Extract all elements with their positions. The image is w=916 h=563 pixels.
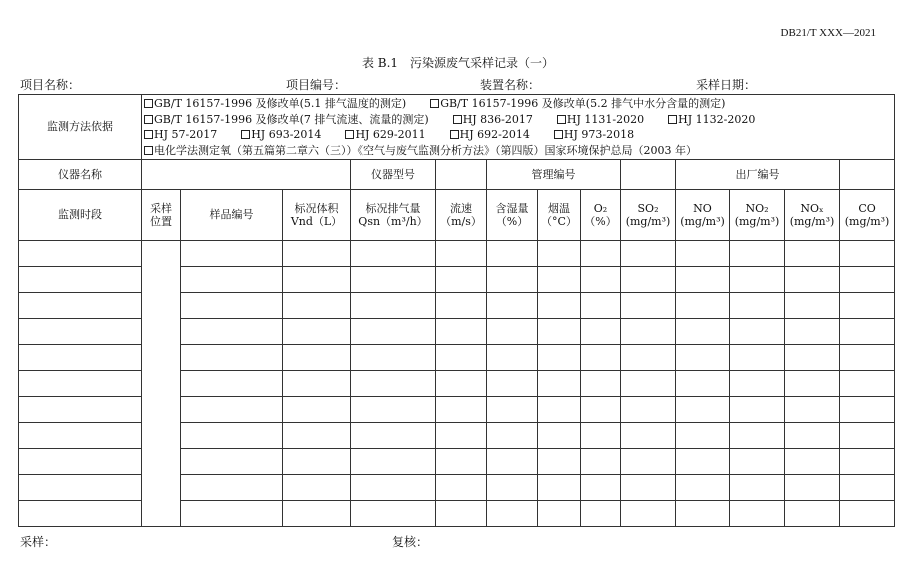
methods-options — [142, 95, 895, 160]
table-cell[interactable] — [676, 319, 730, 345]
table-cell[interactable] — [283, 449, 351, 475]
table-cell[interactable] — [487, 397, 538, 423]
table-cell[interactable] — [351, 423, 436, 449]
table-cell[interactable] — [351, 319, 436, 345]
table-cell[interactable] — [19, 423, 142, 449]
table-cell[interactable] — [621, 319, 676, 345]
table-cell[interactable] — [181, 397, 283, 423]
table-cell[interactable] — [581, 371, 621, 397]
table-cell[interactable] — [538, 475, 581, 501]
table-cell[interactable] — [621, 475, 676, 501]
table-cell[interactable] — [181, 319, 283, 345]
table-cell[interactable] — [351, 501, 436, 527]
table-cell[interactable] — [436, 319, 487, 345]
table-cell[interactable] — [581, 319, 621, 345]
table-cell[interactable] — [840, 475, 895, 501]
table-cell[interactable] — [538, 397, 581, 423]
methods-label: 监测方法依据 — [19, 95, 142, 160]
table-cell[interactable] — [181, 501, 283, 527]
table-cell[interactable] — [840, 319, 895, 345]
table-cell[interactable] — [621, 371, 676, 397]
factory-number-value[interactable] — [840, 160, 895, 190]
table-cell[interactable] — [181, 475, 283, 501]
table-cell[interactable] — [538, 501, 581, 527]
table-cell[interactable] — [581, 475, 621, 501]
table-cell[interactable] — [19, 319, 142, 345]
table-cell[interactable] — [676, 241, 730, 267]
method-option[interactable] — [557, 112, 644, 128]
method-option[interactable] — [453, 112, 533, 128]
table-cell[interactable] — [436, 475, 487, 501]
table-cell[interactable] — [730, 371, 785, 397]
method-option-label: HJ 57-2017 — [154, 128, 218, 141]
method-option-label: GB/T 16157-1996 及修改单(5.2 排气中水分含量的测定) — [440, 97, 726, 110]
checkbox[interactable] — [430, 99, 439, 108]
method-option[interactable] — [554, 127, 634, 143]
table-cell[interactable] — [676, 501, 730, 527]
checkbox[interactable] — [144, 130, 153, 139]
table-cell[interactable] — [487, 319, 538, 345]
col-o2: O₂ （%） — [581, 190, 621, 241]
table-cell[interactable] — [19, 293, 142, 319]
table-cell[interactable] — [181, 345, 283, 371]
table-cell[interactable] — [538, 423, 581, 449]
table-cell[interactable] — [581, 397, 621, 423]
project-name-label: 项目名称： — [20, 78, 81, 92]
table-cell[interactable] — [785, 319, 840, 345]
table-cell[interactable] — [621, 423, 676, 449]
table-title: 表 B.1 污染源废气采样记录（一） — [361, 56, 555, 70]
checkbox[interactable] — [144, 99, 153, 108]
checkbox[interactable] — [557, 115, 566, 124]
table-cell[interactable] — [538, 319, 581, 345]
method-option[interactable] — [430, 96, 725, 112]
col-sampling-position: 采样 位置 — [142, 190, 181, 241]
methods-line — [144, 143, 892, 159]
table-cell[interactable] — [181, 371, 283, 397]
table-cell[interactable] — [351, 267, 436, 293]
table-cell[interactable] — [621, 397, 676, 423]
table-cell[interactable] — [436, 449, 487, 475]
table-cell[interactable] — [19, 475, 142, 501]
instrument-model-value[interactable] — [436, 160, 487, 190]
table-row — [19, 241, 895, 267]
col-sample-number: 样品编号 — [181, 190, 283, 241]
table-cell[interactable] — [487, 293, 538, 319]
checkbox[interactable] — [241, 130, 250, 139]
device-name-label: 装置名称： — [480, 78, 541, 92]
table-cell[interactable] — [581, 345, 621, 371]
sampling-record-table — [18, 94, 895, 527]
table-cell[interactable] — [436, 293, 487, 319]
table-cell[interactable] — [840, 371, 895, 397]
table-cell[interactable] — [621, 449, 676, 475]
table-cell[interactable] — [676, 267, 730, 293]
table-cell[interactable] — [676, 449, 730, 475]
table-cell[interactable] — [730, 345, 785, 371]
col-no: NO (mg/m³) — [676, 190, 730, 241]
checkbox[interactable] — [453, 115, 462, 124]
methods-line — [144, 112, 892, 128]
col-velocity: 流速 （m/s） — [436, 190, 487, 241]
table-cell[interactable] — [181, 293, 283, 319]
table-cell[interactable] — [283, 319, 351, 345]
table-cell[interactable] — [19, 501, 142, 527]
method-option-label: HJ 1131-2020 — [566, 112, 645, 126]
table-cell[interactable] — [676, 293, 730, 319]
table-cell[interactable] — [676, 345, 730, 371]
table-cell[interactable] — [351, 475, 436, 501]
methods-line — [144, 96, 892, 112]
table-cell[interactable] — [621, 267, 676, 293]
col-nox: NOₓ (mg/m³) — [785, 190, 840, 241]
method-option[interactable] — [144, 112, 429, 128]
management-number-value[interactable] — [621, 160, 676, 190]
col-moisture: 含湿量 （%） — [487, 190, 538, 241]
table-cell[interactable] — [730, 293, 785, 319]
table-cell[interactable] — [487, 345, 538, 371]
method-option-label: HJ 692-2014 — [459, 128, 530, 141]
method-option-label: HJ 693-2014 — [251, 128, 322, 141]
col-flue-temp: 烟温 （°C） — [538, 190, 581, 241]
table-cell[interactable] — [283, 241, 351, 267]
table-cell[interactable] — [730, 241, 785, 267]
table-cell[interactable] — [351, 371, 436, 397]
table-cell[interactable] — [621, 501, 676, 527]
sampler-label: 采样： — [20, 535, 57, 549]
table-cell[interactable] — [181, 241, 283, 267]
table-cell[interactable] — [581, 501, 621, 527]
table-cell[interactable] — [538, 449, 581, 475]
table-cell[interactable] — [436, 423, 487, 449]
checkbox[interactable] — [144, 146, 153, 155]
table-cell[interactable] — [283, 293, 351, 319]
table-cell[interactable] — [785, 397, 840, 423]
table-cell[interactable] — [19, 397, 142, 423]
table-cell[interactable] — [538, 267, 581, 293]
table-cell[interactable] — [19, 241, 142, 267]
table-cell[interactable] — [538, 241, 581, 267]
checkbox[interactable] — [554, 130, 563, 139]
table-cell[interactable] — [283, 345, 351, 371]
table-cell[interactable] — [785, 293, 840, 319]
table-cell[interactable] — [436, 267, 487, 293]
table-cell[interactable] — [487, 241, 538, 267]
table-cell[interactable] — [538, 293, 581, 319]
method-option[interactable] — [241, 127, 321, 143]
table-cell[interactable] — [785, 475, 840, 501]
table-cell[interactable] — [676, 423, 730, 449]
method-option[interactable] — [668, 112, 755, 128]
table-cell[interactable] — [840, 293, 895, 319]
table-cell[interactable] — [436, 397, 487, 423]
table-cell[interactable] — [436, 371, 487, 397]
table-cell[interactable] — [283, 475, 351, 501]
instrument-model-label: 仪器型号 — [351, 160, 436, 190]
table-cell[interactable] — [785, 241, 840, 267]
method-option-label: HJ 629-2011 — [355, 128, 426, 141]
table-cell[interactable] — [436, 501, 487, 527]
management-number-label: 管理编号 — [487, 160, 621, 190]
table-cell[interactable] — [785, 267, 840, 293]
table-cell[interactable] — [581, 423, 621, 449]
table-cell[interactable] — [19, 449, 142, 475]
table-cell[interactable] — [581, 449, 621, 475]
col-standard-volume: 标况体积 Vnd（L） — [283, 190, 351, 241]
table-cell[interactable] — [840, 449, 895, 475]
table-cell[interactable] — [283, 423, 351, 449]
table-cell[interactable] — [840, 397, 895, 423]
table-cell[interactable] — [840, 267, 895, 293]
table-cell[interactable] — [436, 345, 487, 371]
table-cell[interactable] — [676, 397, 730, 423]
table-cell[interactable] — [840, 345, 895, 371]
method-option-label: GB/T 16157-1996 及修改单(5.1 排气温度的测定) — [154, 97, 407, 110]
checkbox[interactable] — [345, 130, 354, 139]
col-so2: SO₂ (mg/m³) — [621, 190, 676, 241]
table-cell[interactable] — [581, 267, 621, 293]
project-number-label: 项目编号： — [286, 78, 347, 92]
table-cell[interactable] — [730, 449, 785, 475]
table-cell[interactable] — [19, 345, 142, 371]
table-cell[interactable] — [436, 241, 487, 267]
table-cell[interactable] — [19, 267, 142, 293]
table-cell[interactable] — [785, 371, 840, 397]
table-cell[interactable] — [142, 241, 181, 527]
table-cell[interactable] — [487, 501, 538, 527]
table-cell[interactable] — [581, 241, 621, 267]
method-option-label: HJ 836-2017 — [462, 112, 533, 126]
table-cell[interactable] — [181, 267, 283, 293]
sampling-date-label: 采样日期： — [696, 78, 757, 92]
table-cell[interactable] — [351, 345, 436, 371]
method-option-label: HJ 973-2018 — [563, 128, 635, 141]
method-option[interactable] — [144, 127, 217, 143]
table-cell[interactable] — [181, 423, 283, 449]
table-cell[interactable] — [621, 293, 676, 319]
reviewer-label: 复核： — [392, 535, 429, 549]
table-cell[interactable] — [19, 371, 142, 397]
checkbox[interactable] — [144, 115, 153, 124]
col-standard-flow: 标况排气量 Qsn（m³/h） — [351, 190, 436, 241]
table-cell[interactable] — [840, 501, 895, 527]
table-cell[interactable] — [621, 241, 676, 267]
method-option[interactable] — [345, 127, 425, 143]
table-cell[interactable] — [487, 371, 538, 397]
table-cell[interactable] — [181, 449, 283, 475]
table-cell[interactable] — [730, 397, 785, 423]
table-cell[interactable] — [785, 423, 840, 449]
table-cell[interactable] — [785, 345, 840, 371]
instrument-name-value[interactable] — [142, 160, 351, 190]
checkbox[interactable] — [668, 115, 677, 124]
table-cell[interactable] — [283, 371, 351, 397]
table-cell[interactable] — [581, 293, 621, 319]
table-cell[interactable] — [487, 423, 538, 449]
method-option-label: GB/T 16157-1996 及修改单(7 排气流速、流量的测定) — [154, 112, 429, 126]
table-cell[interactable] — [621, 345, 676, 371]
table-cell[interactable] — [538, 371, 581, 397]
document-number: DB21/T XXX—2021 — [780, 27, 876, 39]
table-cell[interactable] — [730, 267, 785, 293]
table-cell[interactable] — [283, 397, 351, 423]
table-cell[interactable] — [730, 501, 785, 527]
table-cell[interactable] — [730, 319, 785, 345]
table-cell[interactable] — [351, 397, 436, 423]
checkbox[interactable] — [450, 130, 459, 139]
table-cell[interactable] — [840, 241, 895, 267]
table-cell[interactable] — [785, 501, 840, 527]
method-option[interactable] — [144, 96, 406, 112]
table-cell[interactable] — [487, 449, 538, 475]
col-co: CO (mg/m³) — [840, 190, 895, 241]
method-option[interactable] — [144, 143, 697, 159]
table-cell[interactable] — [676, 371, 730, 397]
table-cell[interactable] — [351, 241, 436, 267]
method-option-label: HJ 1132-2020 — [678, 112, 756, 126]
table-cell[interactable] — [676, 475, 730, 501]
col-monitoring-period: 监测时段 — [19, 190, 142, 241]
table-cell[interactable] — [538, 345, 581, 371]
table-cell[interactable] — [840, 423, 895, 449]
table-cell[interactable] — [730, 475, 785, 501]
col-no2: NO₂ (mg/m³) — [730, 190, 785, 241]
instrument-name-label: 仪器名称 — [19, 160, 142, 190]
method-option[interactable] — [450, 127, 530, 143]
table-cell[interactable] — [730, 423, 785, 449]
table-cell[interactable] — [283, 267, 351, 293]
method-option-label: 电化学法测定氧（第五篇第二章六（三））《空气与废气监测分析方法》（第四版）国家环境保护总局（2003 年） — [154, 143, 697, 157]
table-cell[interactable] — [283, 501, 351, 527]
table-cell[interactable] — [487, 267, 538, 293]
factory-number-label: 出厂编号 — [676, 160, 840, 190]
table-cell[interactable] — [785, 449, 840, 475]
table-cell[interactable] — [487, 475, 538, 501]
methods-line — [144, 127, 892, 143]
table-cell[interactable] — [351, 449, 436, 475]
table-cell[interactable] — [351, 293, 436, 319]
